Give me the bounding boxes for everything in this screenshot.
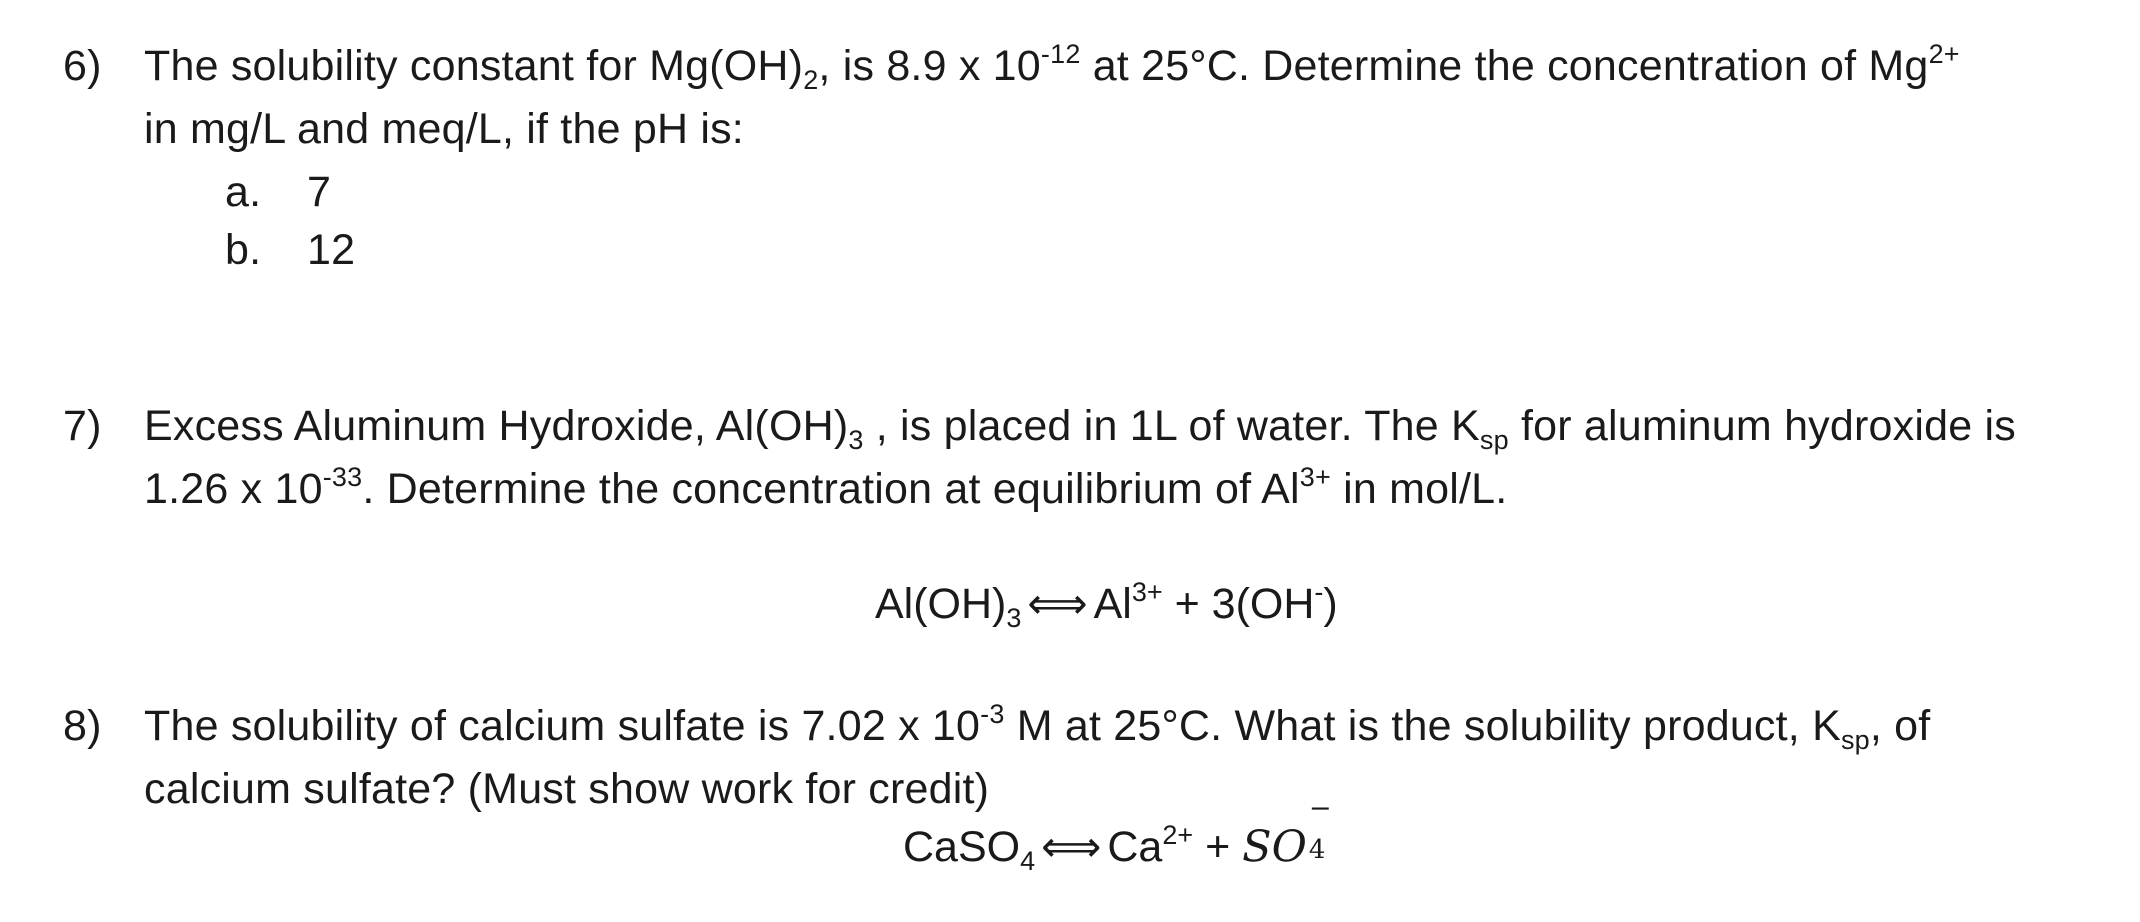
q8-number: 8): [63, 702, 102, 750]
q6-line-1-text-c: at 25°C. Determine the concentration of Mg: [1080, 42, 1929, 90]
q6-exponent: -12: [1040, 39, 1081, 69]
q7-eq-hydroxide-charge: -: [1314, 577, 1324, 607]
q7-line-2-text-c: in mol/L.: [1330, 465, 1508, 513]
q7-eq-rhs-ion: Al: [1093, 580, 1132, 628]
q8-line-2: calcium sulfate? (Must show work for credit): [144, 765, 990, 813]
q7-number: 7): [63, 402, 102, 450]
q8-eq-lhs-subscript: 4: [1020, 846, 1036, 876]
q8-eq-sulfate-subscript: 4: [1308, 835, 1326, 865]
q8-eq-sulfate-charge: −: [1308, 793, 1332, 824]
q7-eq-rhs-hydroxide: + 3(OH: [1162, 580, 1315, 628]
q6-number: 6): [63, 42, 102, 90]
q8-line-1-text-c: , of: [1869, 702, 1931, 750]
q8-eq-rhs-charge: 2+: [1162, 820, 1194, 850]
q7-line-1-text-c: for aluminum hydroxide is: [1508, 402, 2016, 450]
q8-ksp-subscript: sp: [1840, 725, 1870, 755]
q6-item-b-value: 12: [307, 226, 356, 274]
q7-eq-lhs: Al(OH): [875, 580, 1007, 628]
q6-subscript: 2: [803, 65, 819, 95]
q6-line-1: [144, 39, 1960, 95]
q6-item-a-letter: a.: [225, 168, 262, 216]
q7-eq-rhs-close: ): [1323, 580, 1338, 628]
q6-item-b-letter: b.: [225, 226, 262, 274]
double-arrow-icon: ⟺: [1027, 579, 1088, 628]
q7-eq-lhs-subscript: 3: [1006, 603, 1022, 633]
q7-exponent: -33: [322, 462, 363, 492]
q7-ksp-subscript: sp: [1479, 425, 1509, 455]
q6-charge: 2+: [1928, 39, 1960, 69]
q8-eq-plus: +: [1193, 823, 1243, 871]
q7-eq-rhs-charge: 3+: [1131, 577, 1163, 607]
q6-line-1-text-a: The solubility constant for Mg(OH): [144, 42, 804, 90]
q6-line-2: in mg/L and meq/L, if the pH is:: [144, 105, 744, 153]
double-arrow-icon: ⟺: [1041, 822, 1102, 871]
q7-charge: 3+: [1299, 462, 1331, 492]
q8-eq-sulfate-scripts: [1307, 793, 1332, 865]
q6-item-a-value: 7: [307, 168, 332, 216]
q7-line-2: [144, 463, 1507, 515]
q8-line-1: [144, 699, 1931, 755]
q7-line-2-text-a: 1.26 x 10: [144, 465, 323, 513]
q8-exponent: -3: [980, 699, 1005, 729]
q7-equation: [875, 577, 1338, 633]
q6-line-1-text-b: , is 8.9 x 10: [818, 42, 1041, 90]
q8-line-1-text-b: M at 25°C. What is the solubility product, K: [1004, 702, 1841, 750]
q8-eq-rhs-ion: Ca: [1107, 823, 1163, 871]
q7-line-1-text-b: , is placed in 1L of water. The K: [863, 402, 1480, 450]
q8-eq-lhs: CaSO: [903, 823, 1021, 871]
q8-eq-sulfate: SO: [1242, 822, 1307, 872]
q8-equation: [903, 793, 1332, 876]
q7-line-1-text-a: Excess Aluminum Hydroxide, Al(OH): [144, 402, 849, 450]
q8-line-1-text-a: The solubility of calcium sulfate is 7.02 x 10: [144, 702, 981, 750]
q7-line-2-text-b: . Determine the concentration at equilibrium of Al: [362, 465, 1300, 513]
q7-subscript: 3: [848, 425, 864, 455]
q7-line-1: [144, 400, 2016, 455]
